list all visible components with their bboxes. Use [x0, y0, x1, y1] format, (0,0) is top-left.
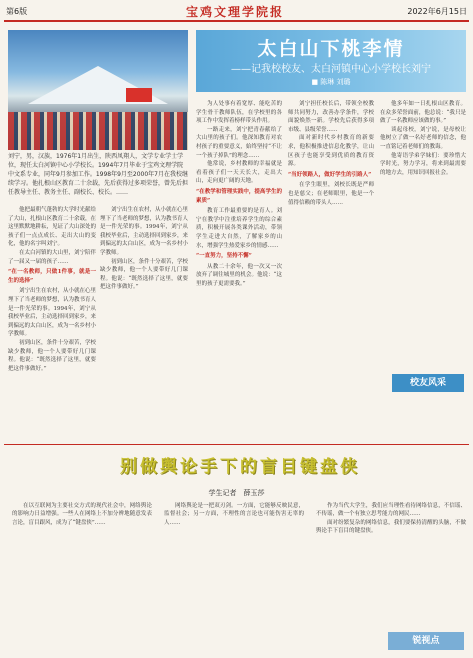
feature-byline: ■ 陈琳 刘璐 — [311, 78, 351, 86]
paragraph: 面对新时代乡村教育的新要求，他积极推进信息化教学，让山区孩子也能享受到优质的教育资源。 — [288, 135, 374, 168]
paragraph: 他常说，乡村教师的幸福就是看着孩子们一天天长大，走出大山，走向更广阔的天地。 — [196, 161, 282, 185]
essay-title: 别做舆论手下的盲目键盘侠 — [120, 457, 360, 477]
paragraph: 网络舆论是一把双刃剑。一方面，它能够反映民意，监督社会；另一方面，不理性的言论也可能伤害无辜的人…… — [164, 503, 304, 526]
paragraph: 在学生眼里，刘校长既是严师也是慈父；在老师眼里，他是一个值得信赖的带头人…… — [288, 182, 374, 206]
feature-column-3 — [196, 100, 282, 440]
masthead: 宝鸡文理学院报 — [185, 5, 284, 19]
issue-date: 2022年6月15日 — [407, 7, 467, 16]
paragraph: 教育工作最重要的是育人。刘宁在教学中注重培养学生的综合素质，积极开展各类课外活动，带领学生走进大自然，了解家乡的山水，增强学生热爱家乡的情感…… — [196, 208, 282, 249]
page-header — [0, 0, 473, 22]
group-of-people — [8, 112, 188, 150]
paragraph: 谈起母校，刘宁说，是母校让他树立了做一名好老师的信念，他一直铭记着老师们的教诲。 — [380, 126, 466, 150]
feature-photo — [8, 30, 188, 150]
paragraph: 刘宁出生在农村，从小就在心里埋下了当老师的梦想，认为教书育人是一件光荣的事。1994年，刘宁从我校毕业后，主动选择回到家乡，来到偏远的太白山区，成为一名乡村小学教师。 — [100, 207, 188, 256]
header-rule — [4, 20, 469, 22]
paragraph: 初到山区，条件十分艰苦，学校缺少教师，他一个人要带好几门课程。他说：“既然选择了这里，就要把这件事做好。” — [100, 258, 188, 291]
section-tag-viewpoint: 锐视点 — [388, 632, 464, 650]
paragraph: 为人处事有着宽厚、能吃苦的学生骨干教师队伍，在学校里的各项工作中发挥着榜样带头作用。 — [196, 101, 282, 125]
paragraph: 他寄语学弟学妹们：要珍惜大学时光，努力学习，将来到最需要的地方去，用知识回报社会。 — [380, 152, 466, 176]
feature-column-1 — [8, 206, 96, 440]
section-tag-alumni: 校友风采 — [392, 374, 464, 392]
section-heading: “当好领路人，做好学生的引路人” — [288, 171, 372, 178]
paragraph: 他把最朝气蓬勃的大学时光献给了大山，扎根山区教育二十余载，在这里默默地耕耘，见证了大山深处的孩子们一点点成长、走出大山的变化，他的名字叫刘宁。 — [8, 207, 96, 248]
feature-title: 太白山下桃李情 — [257, 38, 405, 60]
essay-banner — [100, 452, 380, 480]
photo-caption: 刘宁，男，汉族，1976年1月出生，陕西凤翔人，文学专业学士学位，现任太白河镇中心小学校长。1994年7月毕业于宝鸡文理学院中文系专业，同年9月参加工作。1998年9月至2000年7月在我校继续学习。他扎根山区教育二十余载，先后获得过多项荣誉，曾先后担任教导主任、教务主任、副校长、校长。…… — [8, 153, 189, 196]
paragraph: 一路走来，刘宁把青春献给了大山里的孩子们。他深知教育对农村孩子的重要意义，始终坚持“不让一个孩子掉队”的理念…… — [196, 126, 282, 159]
section-heading: “在教学和管理实践中，提高学生的素质” — [196, 188, 282, 204]
paragraph: 面对纷繁复杂的网络信息，我们要保持清醒的头脑，不做舆论手下盲目的键盘侠。 — [316, 519, 466, 535]
essay-column-3 — [316, 502, 466, 626]
feature-subtitle: ——记我校校友、太白河镇中心小学校长刘宁 — [231, 64, 431, 75]
paragraph: 刘宁担任校长后，带领全校教师共同努力，改善办学条件，学校面貌焕然一新。学校先后获得多项市级、县级荣誉…… — [288, 101, 374, 133]
paragraph: 作为当代大学生，我们应当理性看待网络信息，不信谣、不传谣，做一个有独立思考能力的网民…… — [316, 503, 466, 518]
section-heading: “一直努力，坚持不懈” — [196, 253, 252, 260]
feature-column-2 — [100, 206, 188, 440]
essay-column-2 — [164, 502, 304, 652]
red-flag — [126, 88, 152, 102]
feature-banner — [196, 30, 466, 92]
paragraph: 初到山区，条件十分艰苦，学校缺少教师，他一个人要带好几门课程。他说：“既然选择了这里，就要把这件事做好。” — [8, 339, 96, 372]
essay-author: 学生记者 薛玉莎 — [208, 489, 265, 497]
paragraph: 刘宁出生在农村，从小就在心里埋下了当老师的梦想，认为教书育人是一件光荣的事。1994年，刘宁从我校毕业后，主动选择回到家乡，来到偏远的太白山区，成为一名乡村小学教师。 — [8, 288, 96, 338]
section-divider — [4, 444, 469, 445]
section-heading: “在一名教师，只做1件事，就是一生的选择” — [8, 269, 96, 284]
paragraph: 他多年如一日扎根山区教育。在众多荣誉面前，他总说：“我只是做了一名教师应该做的事。” — [380, 101, 466, 125]
page-number: 第6版 — [6, 7, 28, 16]
feature-column-4 — [288, 100, 374, 440]
paragraph: 在太白河镇的大山里，刘宁陪伴了一届又一届的孩子…… — [8, 249, 96, 265]
paragraph: 在以互联网为主要社交方式的现代社会中，网络舆论的影响力日益增强。一些人在网络上不加分辨地随意发表言论，盲目跟风，成为了“键盘侠”…… — [12, 503, 152, 526]
essay-column-1 — [12, 502, 152, 652]
paragraph: 从教二十余年，他一次又一次放弃了调往城里的机会。他说：“这里的孩子更需要我。” — [196, 263, 282, 287]
feature-column-5 — [380, 100, 466, 370]
